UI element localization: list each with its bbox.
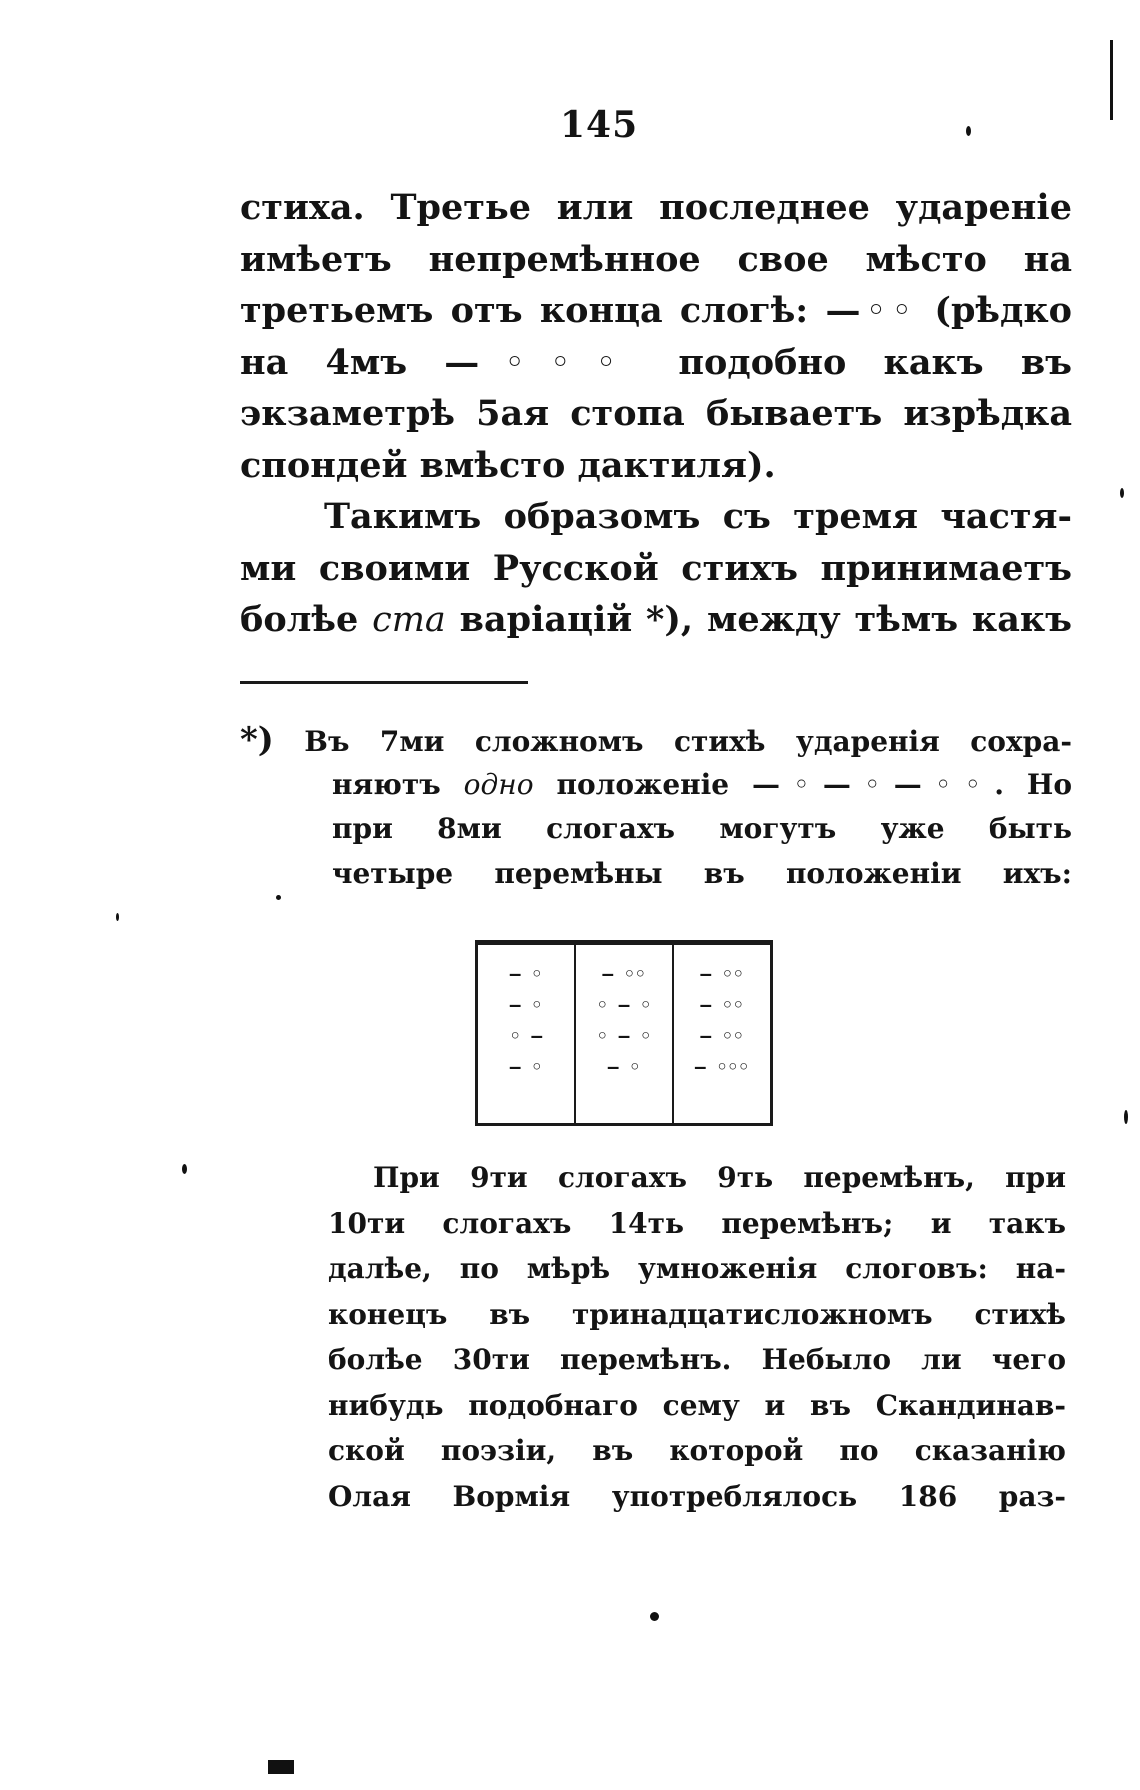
scheme-column-1 <box>478 945 574 1123</box>
footnote-line-2-before: няютъ <box>332 767 441 801</box>
main-line-7: Такимъ образомъ съ тремя частя- <box>324 496 1072 537</box>
page-number: 145 <box>560 104 639 146</box>
main-text <box>240 182 1072 646</box>
main-line-5: экзаметрѣ 5ая стопа бываетъ изрѣдка <box>240 393 1072 434</box>
footnote-line-3: при 8ми слогахъ могутъ уже быть <box>332 812 1072 845</box>
scan-speck <box>268 1760 294 1774</box>
main-line-1: стиха. Третье или последнее удареніе <box>240 187 1072 228</box>
scheme-cell: — ◦◦ <box>700 995 744 1016</box>
scheme-cell: — ◦◦◦ <box>694 1057 750 1078</box>
footnote <box>240 718 1072 896</box>
main-line-2: имѣетъ непремѣнное свое мѣсто на <box>240 238 1072 280</box>
scheme-column-3 <box>672 945 770 1123</box>
scheme-cell: ◦ — ◦ <box>596 1026 652 1047</box>
scheme-cell: ◦ — <box>509 1026 543 1047</box>
para2-line-1: При 9ти слогахъ 9ть перемѣнъ, при <box>373 1161 1066 1194</box>
footnote-marker: *) <box>240 720 274 760</box>
scan-speck <box>1124 1110 1128 1124</box>
main-line-9-italic: ста <box>372 600 446 640</box>
footnote-line-2-after: положеніе —◦—◦—◦◦. Но <box>556 767 1072 801</box>
scan-speck <box>276 895 281 900</box>
scheme-cell: — ◦ <box>607 1057 641 1078</box>
para2-line-7: ской поэзіи, въ которой по сказанію <box>328 1434 1066 1467</box>
main-line-9-before: болѣе <box>240 599 359 640</box>
scheme-cell: — ◦ <box>509 1057 543 1078</box>
para2-line-5: болѣе 30ти перемѣнъ. Небыло ли чего <box>328 1343 1066 1376</box>
para2-line-4: конецъ въ тринадцатисложномъ стихѣ <box>328 1297 1066 1331</box>
footnote-line-2-italic: одно <box>463 767 534 801</box>
scan-speck <box>650 1612 659 1621</box>
scheme-cell: — ◦ <box>509 995 543 1016</box>
main-line-9 <box>240 594 1072 646</box>
metrical-scheme-table <box>475 940 773 1126</box>
scan-speck <box>116 913 119 921</box>
para2-line-6: нибудь подобнаго сему и въ Скандинав- <box>328 1388 1066 1422</box>
main-line-9-after: варіацій *), между тѣмъ какъ <box>459 599 1072 640</box>
scheme-cell: — ◦◦ <box>700 1026 744 1047</box>
continued-footnote-paragraph <box>328 1155 1066 1519</box>
footnote-line-4: четыре перемѣны въ положеніи ихъ: <box>332 856 1072 890</box>
scheme-cell: — ◦ <box>509 964 543 985</box>
footnote-line-2 <box>240 763 1072 808</box>
para2-line-8: Олая Вормія употреблялось 186 раз- <box>328 1479 1066 1513</box>
footnote-line-1-text: Въ 7ми сложномъ стихѣ ударенія сохра- <box>304 725 1072 758</box>
scan-speck <box>182 1164 187 1174</box>
footnote-line-1 <box>240 718 1072 763</box>
main-line-3: третьемъ отъ конца слогѣ: —◦◦ (рѣдко <box>240 290 1072 331</box>
scan-speck <box>1120 488 1124 498</box>
main-line-8: ми своими Русской стихъ принимаетъ <box>240 547 1072 589</box>
main-line-6: спондей вмѣсто дактиля). <box>240 444 776 486</box>
para2-line-3: далѣе, по мѣрѣ умноженія слоговъ: на- <box>328 1252 1066 1285</box>
scheme-cell: — ◦◦ <box>700 964 744 985</box>
footnote-rule <box>240 681 528 684</box>
scan-edge-mark <box>1110 40 1113 120</box>
para2-line-2: 10ти слогахъ 14ть перемѣнъ; и такъ <box>328 1206 1066 1240</box>
scheme-column-2 <box>574 945 672 1123</box>
main-line-4: на 4мъ —◦◦◦ подобно какъ въ <box>240 341 1072 383</box>
scan-speck <box>966 126 971 136</box>
scheme-cell: ◦ — ◦ <box>596 995 652 1016</box>
scheme-cell: — ◦◦ <box>602 964 646 985</box>
